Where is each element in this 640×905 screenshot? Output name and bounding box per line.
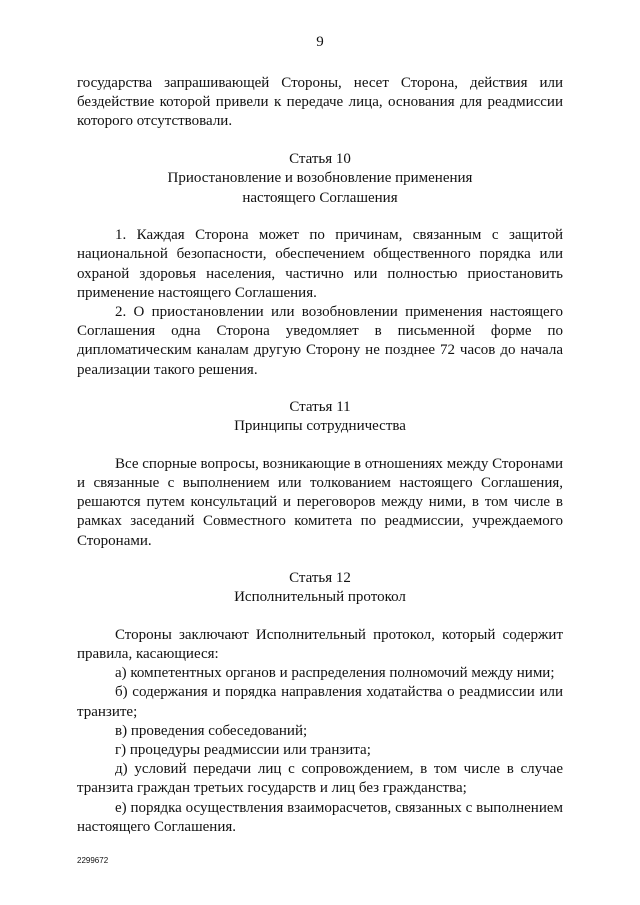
article-11-title: Статья 11 (289, 398, 351, 415)
document-body (77, 74, 563, 837)
article-12-title: Статья 12 (289, 569, 351, 586)
article-10-heading-line1: Приостановление и возобновление применения (167, 170, 473, 187)
document-code: 2299672 (77, 856, 109, 865)
article-12-item-c: в) проведения собеседований; (115, 722, 308, 739)
article-12-item-e: д) условий передачи лиц с сопровождением, в том числе в случае транзита граждан третьих государств и лиц без гражданства; (77, 761, 563, 797)
article-11-paragraph-1: Все спорные вопросы, возникающие в отношениях между Сторонами и связанные с выполнением или толкованием настоящего Соглашения, решаются путем консультаций и переговоров между ними, в том числе в рамках заседаний Совместного комитета по реадмиссии, учреждаемого Сторонами. (77, 455, 563, 549)
article-10-title: Статья 10 (289, 150, 351, 167)
article-12-intro: Стороны заключают Исполнительный протокол, который содержит правила, касающиеся: (77, 626, 563, 662)
article-12-item-f: е) порядка осуществления взаиморасчетов, связанных с выполнением настоящего Соглашения. (77, 799, 563, 835)
article-12-item-d: г) процедуры реадмиссии или транзита; (115, 741, 371, 758)
article-12-heading (77, 569, 563, 608)
article-11-heading (77, 398, 563, 437)
article-12-item-a: а) компетентных органов и распределения полномочий между ними; (115, 665, 555, 682)
article-10-heading (77, 150, 563, 209)
article-10-paragraph-1: 1. Каждая Сторона может по причинам, связанным с защитой национальной безопасности, обеспечением общественного порядка или охраной здоровья населения, частично или полностью приостановить применение настоящего Соглашения. (77, 227, 563, 301)
page-number: 9 (316, 34, 324, 50)
intro-paragraph: государства запрашивающей Стороны, несет Сторона, действия или бездействие которой привели к передаче лица, основания для реадмиссии которого отсутствовали. (77, 75, 563, 130)
article-10-paragraph-2: 2. О приостановлении или возобновлении применения настоящего Соглашения одна Сторона уведомляет в письменной форме по дипломатическим каналам другую Сторону не позднее 72 часов до начала реализации такого решения. (77, 303, 563, 378)
article-10-heading-line2: настоящего Соглашения (242, 189, 398, 206)
article-11-heading-text: Принципы сотрудничества (234, 418, 406, 435)
article-12-heading-text: Исполнительный протокол (234, 589, 406, 606)
article-12-item-b: б) содержания и порядка направления ходатайства о реадмиссии или транзите; (77, 684, 563, 720)
